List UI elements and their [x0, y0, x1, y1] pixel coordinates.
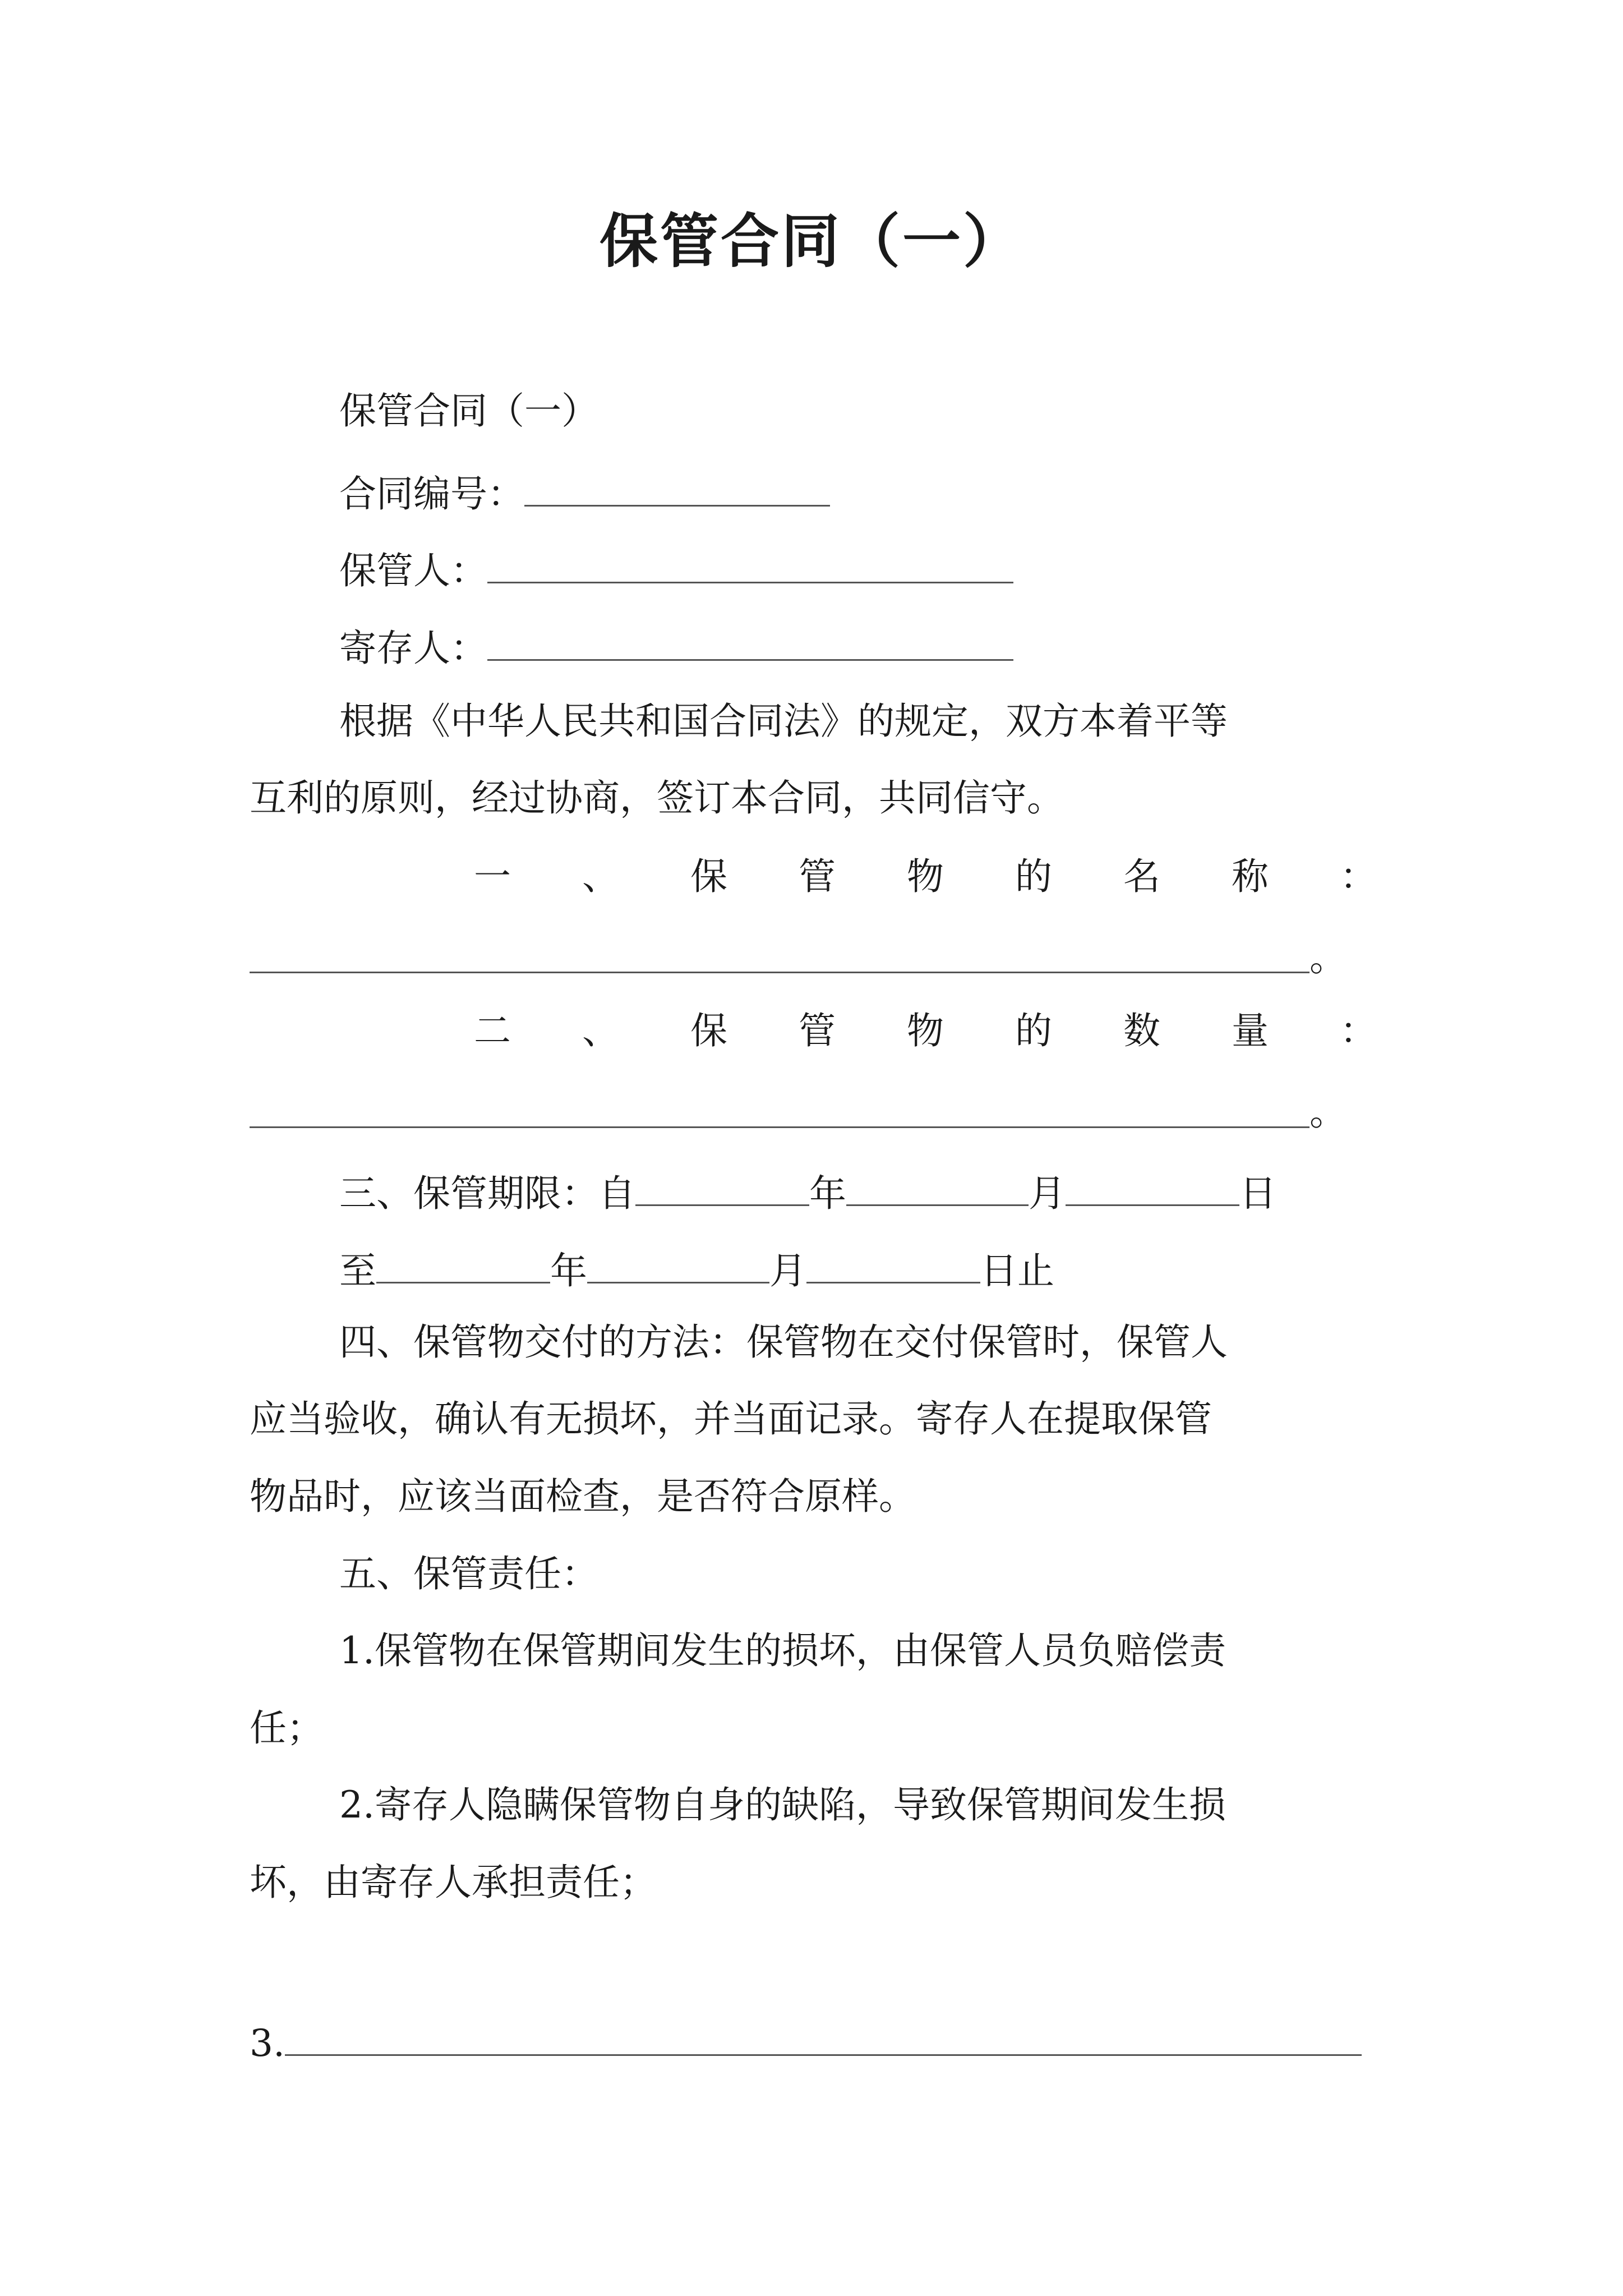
item1-char: 物	[907, 855, 944, 898]
item4-line-3: 物品时，应该当面检查，是否符合原样。	[250, 1475, 916, 1518]
depositor-blank	[487, 624, 1013, 661]
custodian-row	[339, 547, 1013, 590]
contract-number-blank	[524, 470, 830, 507]
item1-blank	[250, 972, 1310, 973]
start-month-label: 月	[1029, 1172, 1066, 1215]
depositor-row	[339, 624, 1013, 670]
period-row-start	[339, 1170, 1276, 1215]
end-year-label: 年	[550, 1249, 587, 1292]
clause2-line-2: 坏，由寄存人承担责任；	[250, 1861, 657, 1904]
start-month-blank	[846, 1170, 1029, 1206]
item1-char: 的	[1015, 855, 1052, 898]
custodian-label: 保管人：	[339, 549, 487, 592]
clause3-blank	[285, 2019, 1362, 2056]
end-day-label: 日止	[980, 1249, 1054, 1292]
item1-char: 管	[799, 855, 836, 898]
end-month-blank	[587, 1247, 769, 1283]
contract-number-row	[339, 470, 830, 516]
document-title: 保管合同（一）	[599, 206, 1023, 275]
start-year-label: 年	[809, 1172, 846, 1215]
end-day-blank	[806, 1247, 980, 1283]
contract-subtitle: 保管合同（一）	[339, 389, 598, 432]
item2-char: 的	[1015, 1009, 1052, 1052]
item2-blank	[250, 1126, 1310, 1128]
clause3-row	[250, 2019, 1362, 2065]
item2-char: 管	[799, 1009, 836, 1052]
start-day-blank	[1066, 1170, 1239, 1206]
item4-line-1: 四、保管物交付的方法：保管物在交付保管时，保管人	[339, 1320, 1228, 1364]
item1-period: 。	[1310, 936, 1347, 979]
custodian-blank	[487, 547, 1013, 583]
period-row-end	[339, 1247, 1054, 1290]
clause1-line-1: 1.保管物在保管期间发生的损坏，由保管人员负赔偿责	[339, 1629, 1226, 1672]
item2-char: 数	[1123, 1009, 1160, 1052]
period-prefix: 三、保管期限：自	[339, 1172, 635, 1215]
item1-char: ：	[1340, 855, 1377, 898]
item1-heading	[474, 855, 1377, 898]
item5-heading: 五、保管责任：	[339, 1552, 598, 1595]
item1-char: 、	[582, 855, 619, 898]
item2-period: 。	[1310, 1091, 1347, 1134]
item2-char: 保	[690, 1009, 727, 1052]
clause2-line-1: 2.寄存人隐瞒保管物自身的缺陷，导致保管期间发生损	[339, 1783, 1226, 1826]
item4-line-2: 应当验收，确认有无损坏，并当面记录。寄存人在提取保管	[250, 1397, 1212, 1441]
item1-char: 名	[1123, 855, 1160, 898]
start-day-label: 日	[1239, 1172, 1276, 1215]
depositor-label: 寄存人：	[339, 627, 487, 670]
clause1-line-2: 任；	[250, 1706, 324, 1750]
end-year-blank	[376, 1247, 550, 1283]
start-year-blank	[635, 1170, 809, 1206]
item2-heading	[474, 1009, 1377, 1052]
item1-char: 一	[474, 855, 511, 898]
end-month-label: 月	[769, 1249, 806, 1292]
item2-char: 量	[1232, 1009, 1269, 1052]
item1-char: 称	[1232, 855, 1269, 898]
item2-char: ：	[1340, 1009, 1377, 1052]
contract-number-label: 合同编号：	[339, 472, 524, 516]
intro-line-1: 根据《中华人民共和国合同法》的规定，双方本着平等	[339, 700, 1228, 743]
item2-char: 物	[907, 1009, 944, 1052]
period-to: 至	[339, 1249, 376, 1292]
clause3-number: 3.	[250, 2022, 285, 2065]
intro-line-2: 互利的原则，经过协商，签订本合同，共同信守。	[250, 776, 1064, 820]
item2-char: 二	[474, 1009, 511, 1052]
item2-char: 、	[582, 1009, 619, 1052]
item1-char: 保	[690, 855, 727, 898]
